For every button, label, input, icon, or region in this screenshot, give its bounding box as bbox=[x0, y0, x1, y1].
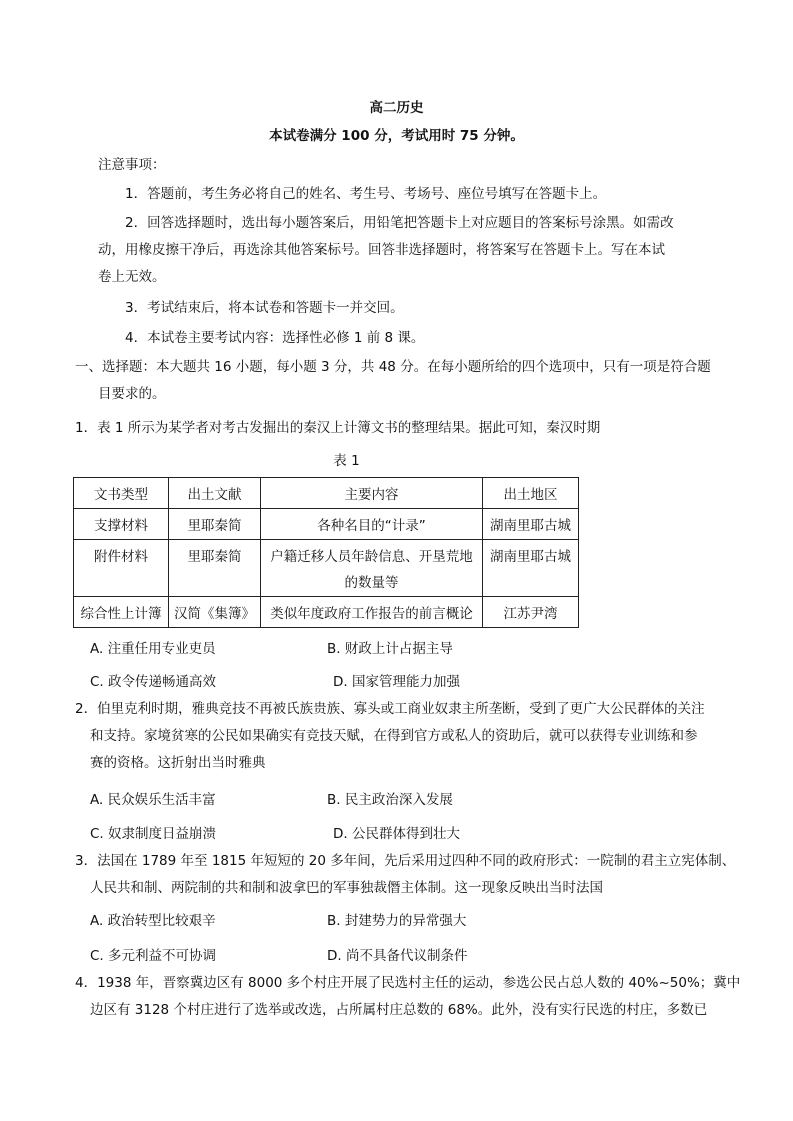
table-cell: 里耶秦简 bbox=[169, 509, 261, 540]
q2-option-c: C. 奴隶制度日益崩溃 bbox=[90, 826, 217, 842]
table-1-title: 表 1 bbox=[333, 453, 360, 469]
table-header-cell: 出土文献 bbox=[169, 478, 261, 509]
question-4-line-1: 4．1938 年，晋察冀边区有 8000 多个村庄开展了民选村主任的运动，参选公民占总人数的 40%~50%；冀中 bbox=[75, 975, 741, 991]
note-2-line-2: 动，用橡皮擦干净后，再选涂其他答案标号。回答非选择题时，将答案写在答题卡上。写在本试 bbox=[98, 242, 665, 258]
table-cell: 里耶秦简 bbox=[169, 540, 261, 597]
table-cell-line: 户籍迁移人员年龄信息、开垦荒地 bbox=[270, 549, 473, 565]
table-cell-line: 的数量等 bbox=[344, 575, 399, 591]
question-3-line-1: 3．法国在 1789 年至 1815 年短短的 20 多年间，先后采用过四种不同的政府形式：一院制的君主立宪体制、 bbox=[75, 853, 736, 869]
question-3-line-2: 人民共和制、两院制的共和制和波拿巴的军事独裁僭主体制。这一现象反映出当时法国 bbox=[90, 880, 603, 896]
table-cell: 支撑材料 bbox=[74, 509, 169, 540]
q3-option-d: D. 尚不具备代议制条件 bbox=[327, 948, 468, 964]
table-row bbox=[74, 509, 579, 540]
table-row bbox=[74, 597, 579, 628]
table-cell-content bbox=[261, 540, 483, 597]
note-2-line-3: 卷上无效。 bbox=[98, 269, 166, 285]
q2-option-d: D. 公民群体得到壮大 bbox=[333, 826, 460, 842]
note-3: 3．考试结束后，将本试卷和答题卡一并交回。 bbox=[125, 300, 404, 316]
q2-option-b: B. 民主政治深入发展 bbox=[327, 792, 453, 808]
q1-option-b: B. 财政上计占据主导 bbox=[327, 641, 453, 657]
q2-option-a: A. 民众娱乐生活丰富 bbox=[90, 792, 216, 808]
question-2-line-3: 赛的资格。这折射出当时雅典 bbox=[90, 755, 266, 771]
page-title: 高二历史 bbox=[369, 100, 424, 116]
table-header-cell: 文书类型 bbox=[74, 478, 169, 509]
table-cell: 湖南里耶古城 bbox=[483, 509, 579, 540]
question-2-line-2: 和支持。家境贫寒的公民如果确实有竞技天赋，在得到官方或私人的资助后，就可以获得专业训练和参 bbox=[90, 728, 698, 744]
q1-option-c: C. 政令传递畅通高效 bbox=[90, 674, 217, 690]
note-1: 1．答题前，考生务必将自己的姓名、考生号、考场号、座位号填写在答题卡上。 bbox=[125, 186, 607, 202]
table-cell: 江苏尹湾 bbox=[483, 597, 579, 628]
q1-option-d: D. 国家管理能力加强 bbox=[333, 674, 460, 690]
note-4: 4．本试卷主要考试内容：选择性必修 1 前 8 课。 bbox=[125, 330, 425, 346]
table-cell: 湖南里耶古城 bbox=[483, 540, 579, 597]
section-heading-line-1: 一、选择题：本大题共 16 小题，每小题 3 分，共 48 分。在每小题所给的四个选项中，只有一项是符合题 bbox=[75, 359, 711, 375]
table-cell: 各种名目的“计录” bbox=[261, 509, 483, 540]
note-2-line-1: 2．回答选择题时，选出每小题答案后，用铅笔把答题卡上对应题目的答案标号涂黑。如需改 bbox=[125, 215, 674, 231]
table-header-cell: 出土地区 bbox=[483, 478, 579, 509]
table-header-row bbox=[74, 478, 579, 509]
q1-option-a: A. 注重任用专业吏员 bbox=[90, 641, 216, 657]
q3-option-b: B. 封建势力的异常强大 bbox=[327, 913, 467, 929]
q3-option-a: A. 政治转型比较艰辛 bbox=[90, 913, 216, 929]
table-1 bbox=[73, 477, 579, 628]
page-subtitle: 本试卷满分 100 分，考试用时 75 分钟。 bbox=[269, 128, 524, 144]
table-cell: 汉简《集簿》 bbox=[169, 597, 261, 628]
section-heading-line-2: 目要求的。 bbox=[98, 386, 166, 402]
table-cell: 类似年度政府工作报告的前言概论 bbox=[261, 597, 483, 628]
table-row bbox=[74, 540, 579, 597]
question-1-stem: 1．表 1 所示为某学者对考古发掘出的秦汉上计簿文书的整理结果。据此可知，秦汉时期 bbox=[75, 420, 601, 436]
q3-option-c: C. 多元利益不可协调 bbox=[90, 948, 217, 964]
question-4-line-2: 边区有 3128 个村庄进行了选举或改选，占所属村庄总数的 68%。此外，没有实行民选的村庄，多数已 bbox=[90, 1002, 708, 1018]
table-cell: 综合性上计簿 bbox=[74, 597, 169, 628]
table-cell: 附件材料 bbox=[74, 540, 169, 597]
question-2-line-1: 2．伯里克利时期，雅典竞技不再被氏族贵族、寡头或工商业奴隶主所垄断，受到了更广大公民群体的关注 bbox=[75, 701, 705, 717]
notes-heading: 注意事项： bbox=[98, 157, 166, 173]
table-header-cell: 主要内容 bbox=[261, 478, 483, 509]
